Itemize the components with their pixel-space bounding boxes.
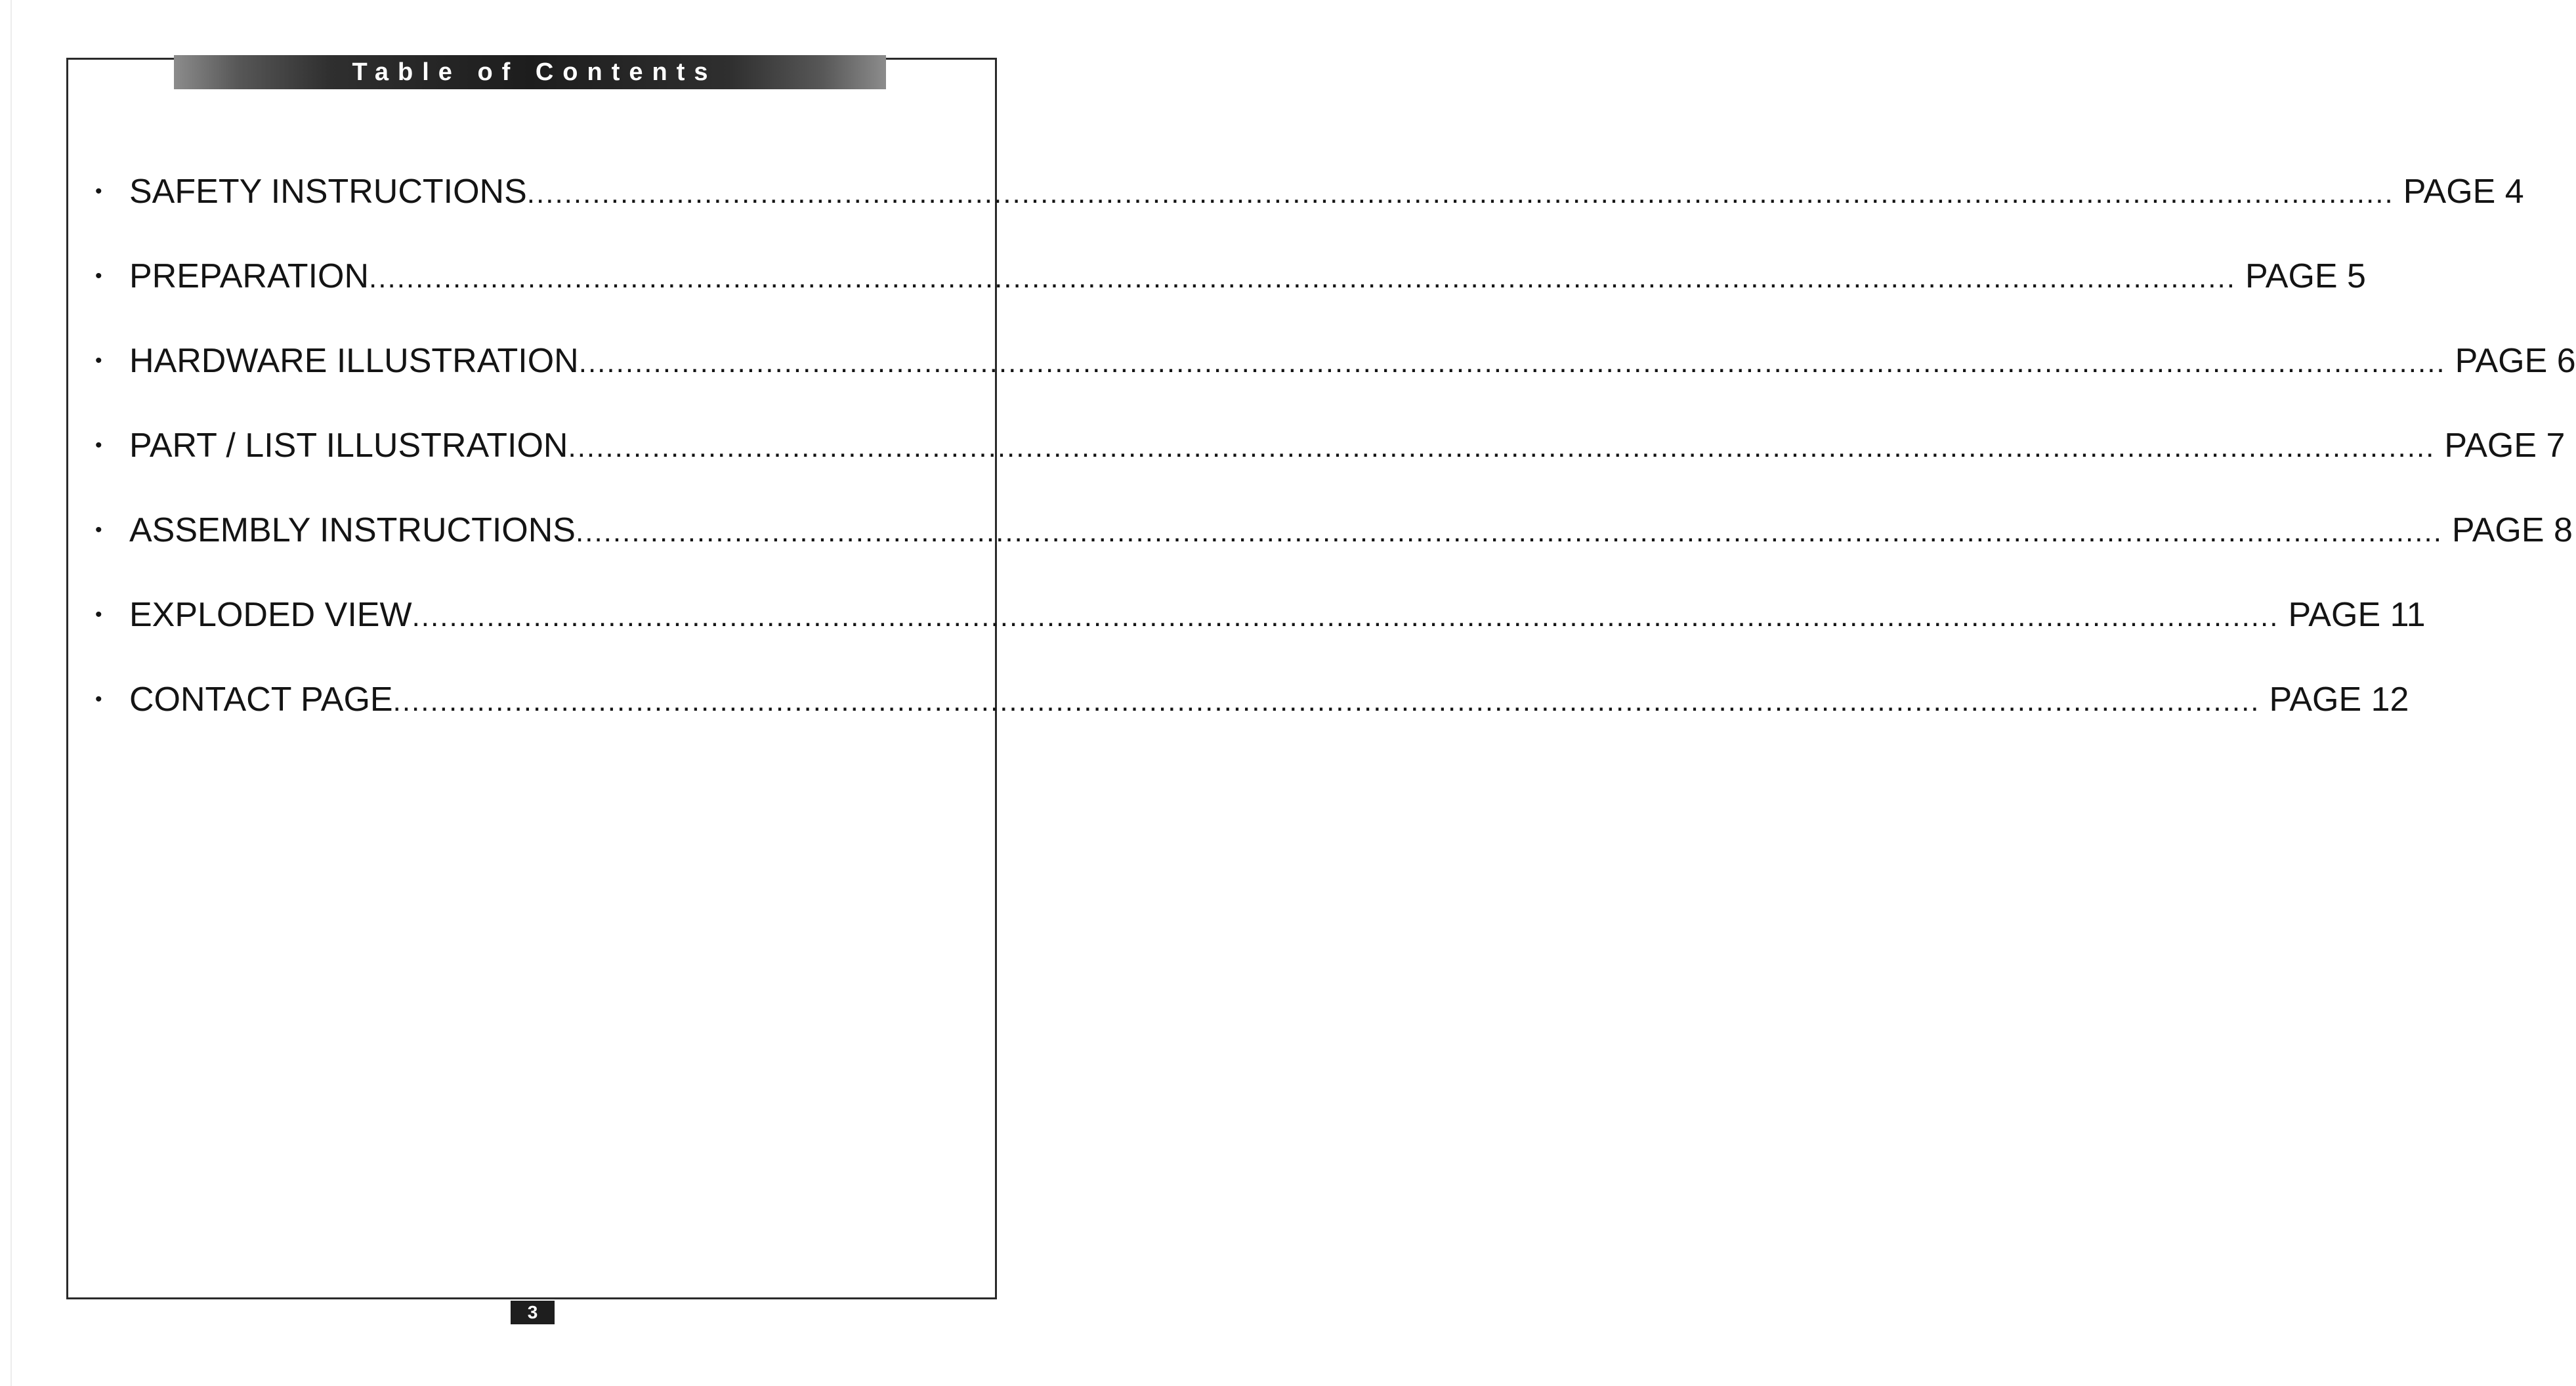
dot-leader: ........................................................................................................................................................................................................ <box>526 177 2394 209</box>
bullet: • <box>95 688 102 710</box>
toc-entry <box>129 595 2426 637</box>
toc-item-contact-page[interactable] <box>95 680 2409 765</box>
toc-item-page-ref: PAGE 12 <box>2269 681 2409 719</box>
toc-entry <box>129 172 2524 213</box>
toc-item-label: PART / LIST ILLUSTRATION <box>129 427 568 465</box>
title-banner <box>174 55 886 89</box>
bullet: • <box>95 265 102 287</box>
toc-item-page-ref: PAGE 5 <box>2245 257 2366 295</box>
page-number <box>511 1301 555 1324</box>
dot-leader: ........................................................................................................................................................................................................ <box>369 262 2236 294</box>
toc-item-preparation[interactable] <box>95 257 2366 341</box>
page-title: Table of Contents <box>352 58 717 86</box>
toc-item-label: HARDWARE ILLUSTRATION <box>129 342 579 380</box>
page-number-text: 3 <box>527 1302 538 1322</box>
toc-item-part-list-illustration[interactable] <box>95 426 2565 511</box>
toc-item-label: ASSEMBLY INSTRUCTIONS <box>129 511 576 549</box>
toc-item-safety-instructions[interactable] <box>95 172 2524 257</box>
bullet: • <box>95 350 102 371</box>
table-of-contents-list <box>95 172 2576 765</box>
dot-leader: ........................................................................................................................................................................................................ <box>578 346 2446 379</box>
toc-item-page-ref: PAGE 7 <box>2444 427 2565 465</box>
toc-item-page-ref: PAGE 11 <box>2288 596 2426 634</box>
toc-item-hardware-illustration[interactable] <box>95 341 2576 426</box>
toc-entry <box>129 257 2366 298</box>
bullet: • <box>95 180 102 202</box>
toc-item-page-ref: PAGE 4 <box>2403 173 2524 211</box>
toc-item-assembly-instructions[interactable] <box>95 511 2573 595</box>
scan-edge-line <box>11 0 12 1386</box>
dot-leader: ........................................................................................................................................................................................................ <box>412 600 2279 633</box>
toc-item-label: CONTACT PAGE <box>129 681 393 719</box>
toc-entry <box>129 511 2573 552</box>
bullet: • <box>95 434 102 456</box>
toc-entry <box>129 341 2576 383</box>
bullet: • <box>95 519 102 541</box>
toc-item-label: EXPLODED VIEW <box>129 596 412 634</box>
dot-leader: ........................................................................................................................................................................................................ <box>392 685 2260 717</box>
toc-item-label: SAFETY INSTRUCTIONS <box>129 173 527 211</box>
toc-item-label: PREPARATION <box>129 257 370 295</box>
bullet: • <box>95 604 102 625</box>
dot-leader: ........................................................................................................................................................................................................ <box>568 431 2436 463</box>
dot-leader: ........................................................................................................................................................................................................ <box>576 516 2443 548</box>
toc-item-page-ref: PAGE 8 <box>2451 511 2573 549</box>
toc-entry <box>129 680 2409 721</box>
toc-item-exploded-view[interactable] <box>95 595 2426 680</box>
toc-item-page-ref: PAGE 6 <box>2455 342 2576 380</box>
toc-entry <box>129 426 2565 467</box>
